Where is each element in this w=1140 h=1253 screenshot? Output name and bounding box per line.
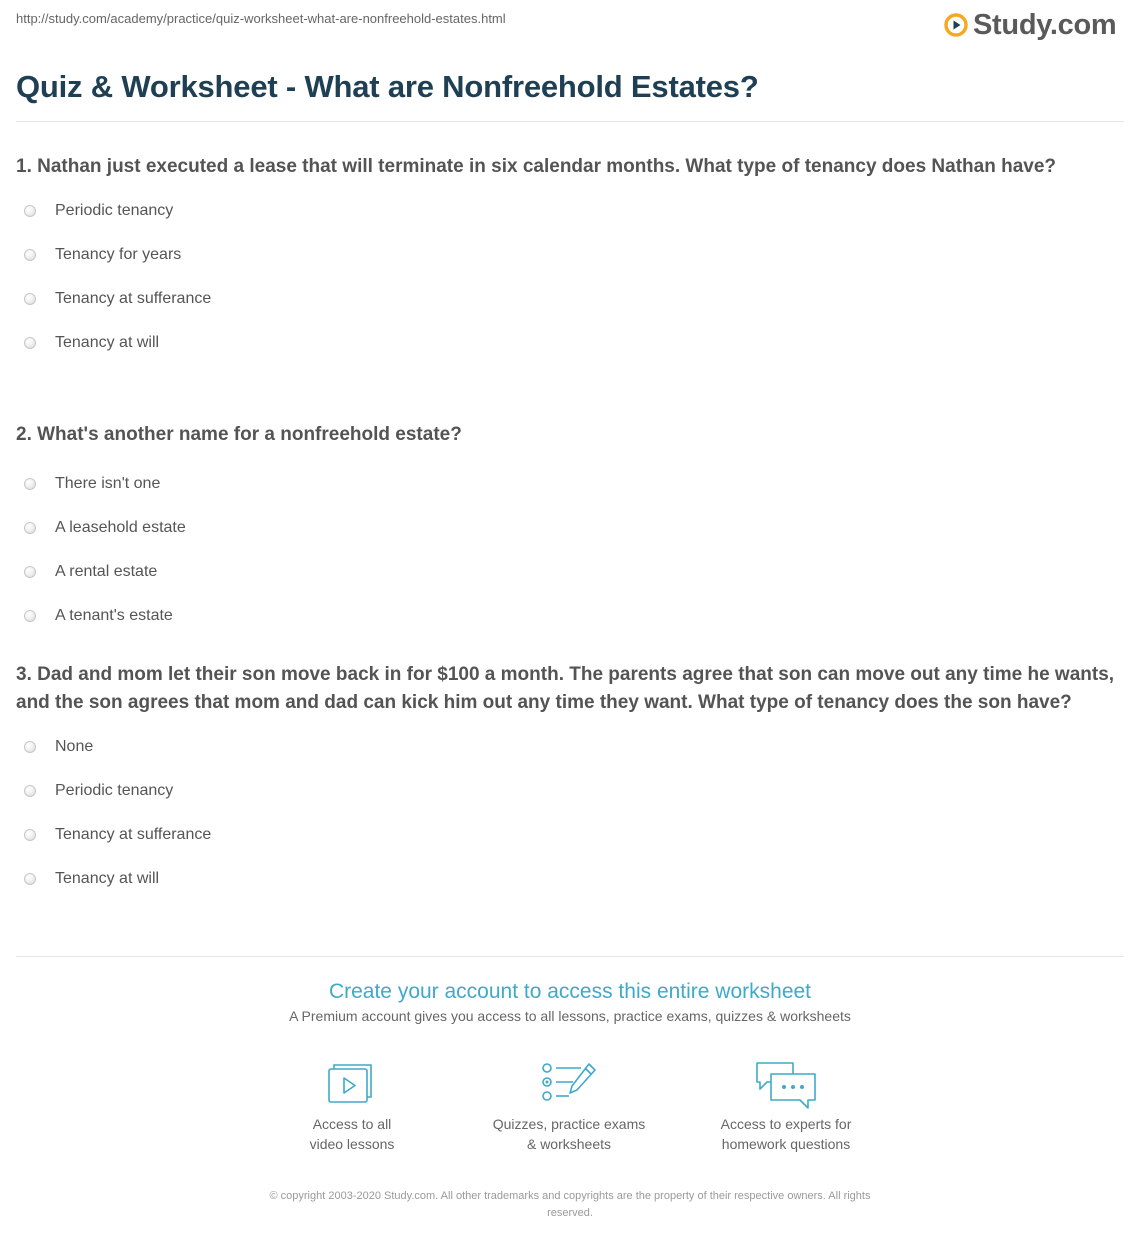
chat-bubbles-icon: [753, 1060, 819, 1112]
radio-button[interactable]: [24, 566, 36, 578]
feature-video-lessons: [252, 1060, 452, 1154]
answer-label: Tenancy for years: [55, 246, 182, 263]
cta-divider: [16, 956, 1124, 957]
feature-label: Quizzes, practice exams & worksheets: [492, 1116, 646, 1152]
page-url: http://study.com/academy/practice/quiz-worksheet-what-are-nonfreehold-estates.html: [16, 11, 506, 26]
answer-list: [16, 725, 1128, 901]
quiz-checklist-icon: [539, 1060, 599, 1106]
logo-text: Study.com: [973, 8, 1117, 41]
study-logo[interactable]: [944, 6, 1116, 44]
answer-option[interactable]: [16, 550, 1128, 594]
answer-option[interactable]: [16, 813, 1128, 857]
answer-label: A leasehold estate: [55, 519, 186, 536]
title-divider: [16, 121, 1124, 122]
answer-label: Periodic tenancy: [55, 782, 174, 799]
page-title: Quiz & Worksheet - What are Nonfreehold Estates?: [16, 69, 759, 104]
question-text: 1. Nathan just executed a lease that will terminate in six calendar months. What type of tenancy does Nathan have?: [16, 156, 1056, 177]
answer-label: A tenant's estate: [55, 607, 173, 624]
answer-option[interactable]: [16, 594, 1128, 638]
answer-option[interactable]: [16, 277, 1128, 321]
question-text: 2. What's another name for a nonfreehold estate?: [16, 424, 462, 445]
radio-button[interactable]: [24, 785, 36, 797]
question-text: 3. Dad and mom let their son move back in for $100 a month. The parents agree that son can move out any time he wants, and the son agrees that mom and dad can kick him out any time they want. What type of tenancy does the son have?: [16, 664, 1115, 713]
answer-option[interactable]: [16, 462, 1128, 506]
radio-button[interactable]: [24, 205, 36, 217]
answer-option[interactable]: [16, 506, 1128, 550]
radio-button[interactable]: [24, 829, 36, 841]
answer-label: None: [55, 738, 94, 755]
radio-button[interactable]: [24, 249, 36, 261]
answer-option[interactable]: [16, 857, 1128, 901]
answer-option[interactable]: [16, 725, 1128, 769]
answer-label: Tenancy at sufferance: [55, 290, 212, 307]
answer-label: Tenancy at sufferance: [55, 826, 212, 843]
answer-label: Tenancy at will: [55, 334, 160, 351]
feature-experts: [686, 1060, 886, 1154]
feature-label: Access to experts for homework questions: [720, 1116, 852, 1152]
answer-option[interactable]: [16, 321, 1128, 365]
radio-button[interactable]: [24, 610, 36, 622]
play-circle-icon: [944, 13, 968, 37]
answer-list: [16, 462, 1128, 638]
answer-option[interactable]: [16, 189, 1128, 233]
create-account-link[interactable]: Create your account to access this entire worksheet: [328, 980, 812, 1003]
answer-label: A rental estate: [55, 563, 158, 580]
answer-list: [16, 189, 1128, 365]
radio-button[interactable]: [24, 478, 36, 490]
question-3: [16, 661, 1128, 901]
radio-button[interactable]: [24, 293, 36, 305]
radio-button[interactable]: [24, 873, 36, 885]
video-lessons-icon: [326, 1060, 378, 1106]
account-cta: [0, 980, 1140, 1024]
copyright-footer: © copyright 2003-2020 Study.com. All other trademarks and copyrights are the property of their respective owners. All rights reserved.: [269, 1190, 871, 1219]
answer-option[interactable]: [16, 769, 1128, 813]
radio-button[interactable]: [24, 522, 36, 534]
feature-quizzes: [469, 1060, 669, 1154]
radio-button[interactable]: [24, 741, 36, 753]
feature-label: Access to all video lessons: [309, 1116, 395, 1152]
answer-label: Periodic tenancy: [55, 202, 174, 219]
question-1: [16, 153, 1128, 365]
answer-label: Tenancy at will: [55, 870, 160, 887]
question-2: [16, 421, 1128, 638]
answer-label: There isn't one: [55, 475, 161, 492]
radio-button[interactable]: [24, 337, 36, 349]
answer-option[interactable]: [16, 233, 1128, 277]
cta-subtitle: A Premium account gives you access to all lessons, practice exams, quizzes & worksheets: [289, 1008, 851, 1024]
